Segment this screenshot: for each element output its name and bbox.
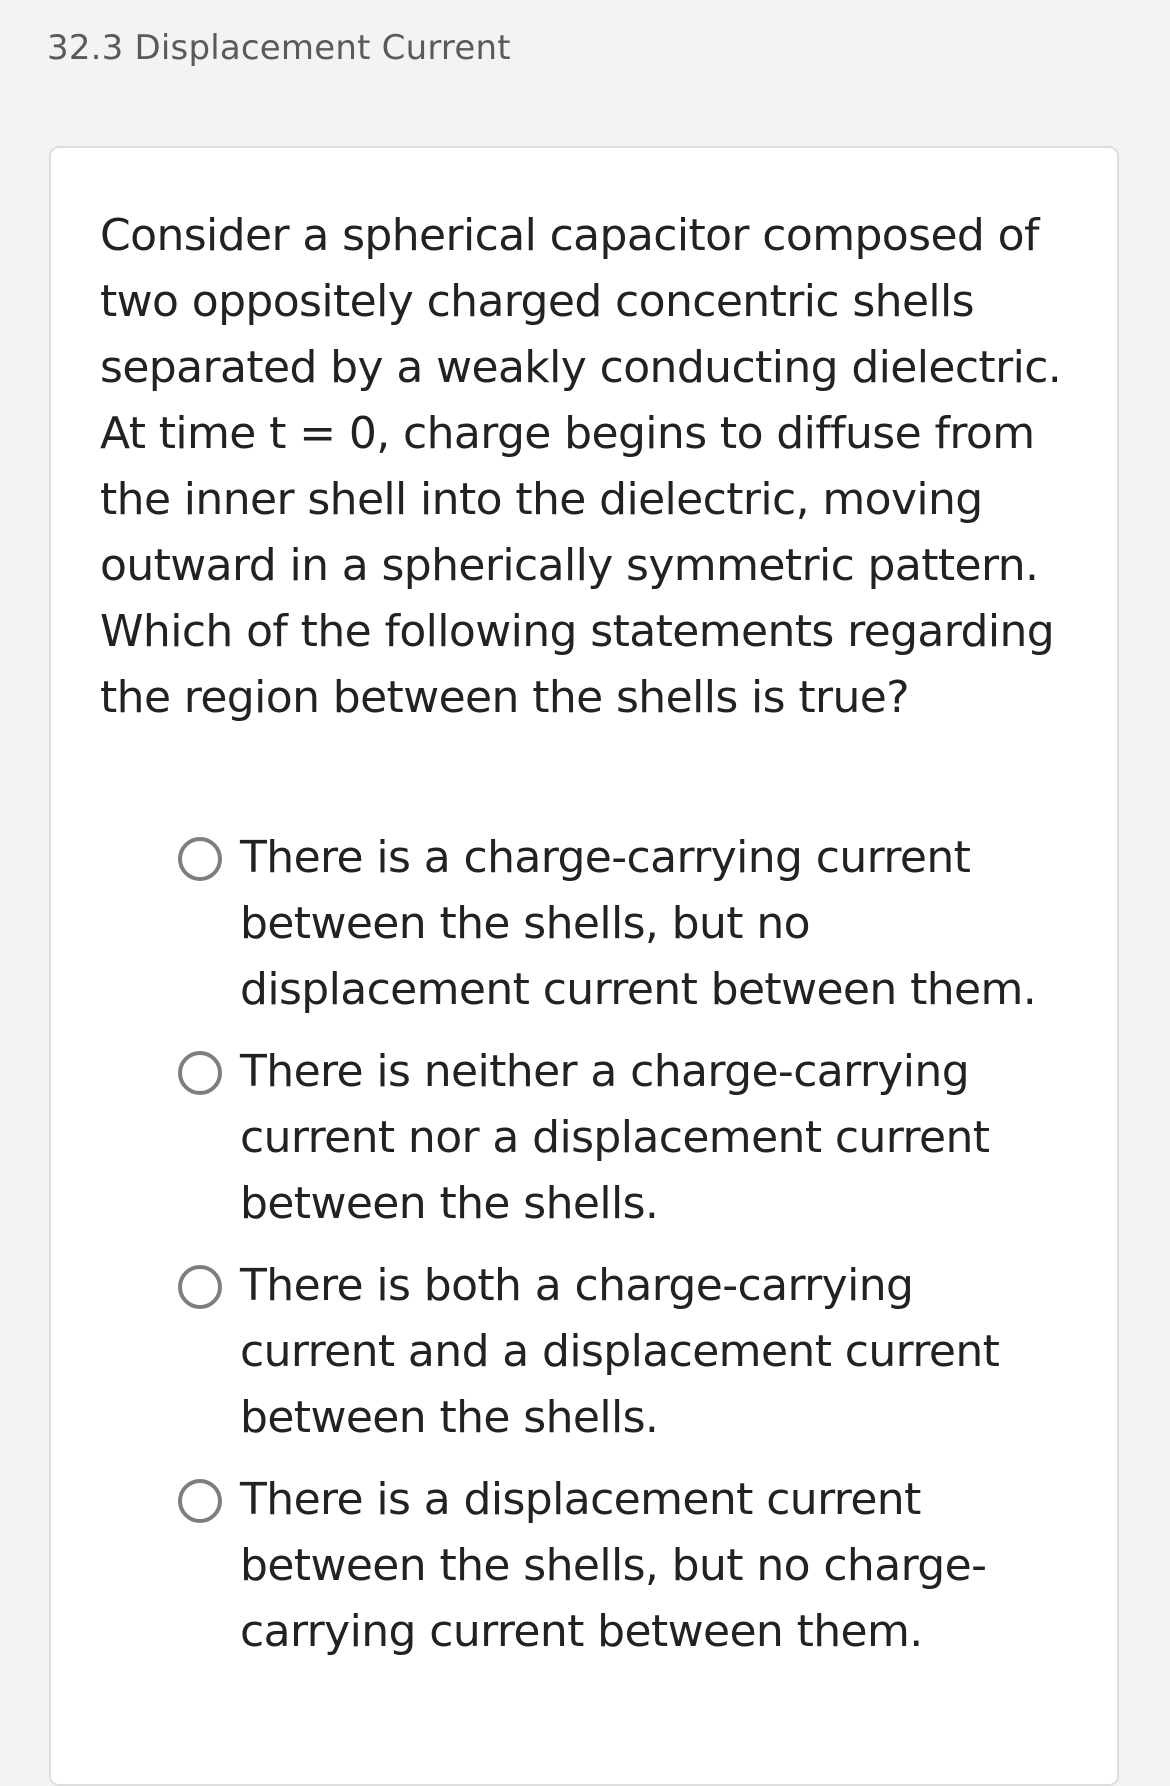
- answer-options: [178, 825, 1038, 1665]
- answer-option-1[interactable]: [178, 825, 1038, 1023]
- question-card: [49, 146, 1119, 1786]
- radio-button-1[interactable]: [178, 837, 222, 881]
- section-title: 32.3 Displacement Current: [47, 28, 511, 68]
- radio-button-2[interactable]: [178, 1051, 222, 1095]
- answer-option-3[interactable]: [178, 1253, 1038, 1451]
- radio-button-4[interactable]: [178, 1479, 222, 1523]
- answer-option-label: There is both a charge-carrying current and a displacement current between the shells.: [240, 1260, 1000, 1443]
- answer-option-4[interactable]: [178, 1467, 1038, 1665]
- answer-option-label: There is a charge-carrying current between the shells, but no displacement current between them.: [240, 832, 1037, 1015]
- answer-option-2[interactable]: [178, 1039, 1038, 1237]
- answer-option-label: There is a displacement current between the shells, but no charge-carrying current between them.: [240, 1474, 987, 1657]
- answer-option-label: There is neither a charge-carrying current nor a displacement current between the shells.: [240, 1046, 990, 1229]
- question-text: Consider a spherical capacitor composed of two oppositely charged concentric shells separated by a weakly conducting dielectric. At time t = 0, charge begins to diffuse from the inner shell into the dielectric, moving outward in a spherically symmetric pattern. Which of the following statements regarding the region between the shells is true?: [100, 210, 1062, 723]
- radio-button-3[interactable]: [178, 1265, 222, 1309]
